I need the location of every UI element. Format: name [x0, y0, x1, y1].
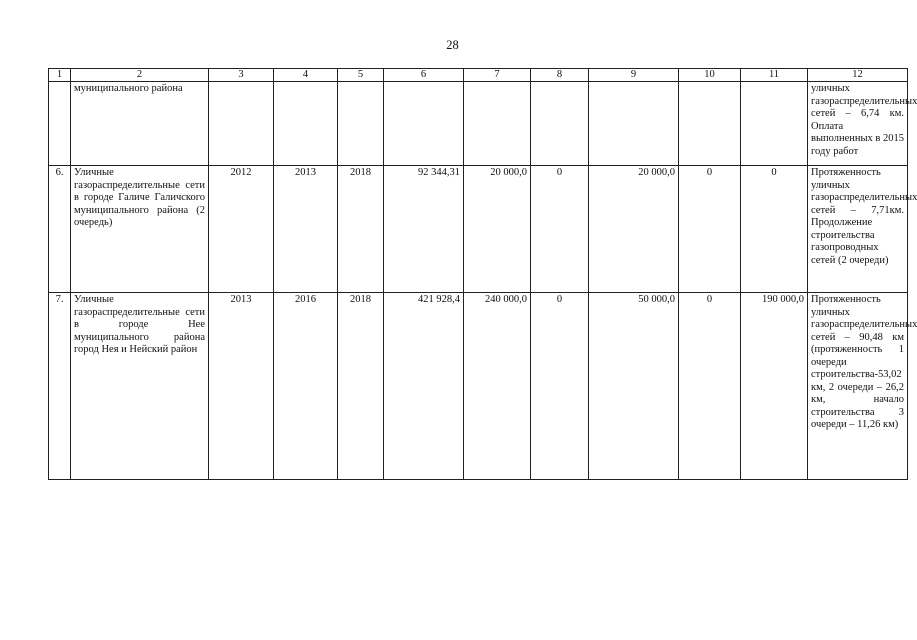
column-header: 8: [531, 69, 589, 82]
cell: [741, 82, 808, 166]
note-cell: уличных газораспределительных сетей – 6,74 км. Оплата выполненных в 2015 году работ: [808, 82, 908, 166]
table-row: [49, 82, 908, 166]
cell: [589, 82, 679, 166]
cell: 0: [741, 166, 808, 293]
header-row: [49, 69, 908, 82]
table-row: [49, 166, 908, 293]
cell: 2012: [209, 166, 274, 293]
object-name: Уличные газораспределительные сети в городе Нее муниципального района город Нея и Нейский район: [71, 293, 209, 480]
table-row: [49, 293, 908, 480]
column-header: 4: [274, 69, 338, 82]
cell: 0: [531, 166, 589, 293]
cell: 92 344,31: [384, 166, 464, 293]
column-header: 11: [741, 69, 808, 82]
cell: [679, 82, 741, 166]
cell: [209, 82, 274, 166]
column-header: 10: [679, 69, 741, 82]
cell: 190 000,0: [741, 293, 808, 480]
column-header: 6: [384, 69, 464, 82]
cell: 20 000,0: [464, 166, 531, 293]
column-header: 3: [209, 69, 274, 82]
column-header: 1: [49, 69, 71, 82]
cell: [531, 82, 589, 166]
cell: [274, 82, 338, 166]
page-number: 28: [446, 38, 459, 52]
cell: 421 928,4: [384, 293, 464, 480]
note-cell: Протяженность уличных газораспределительных сетей – 90,48 км (протяженность 1 очереди строительства-53,02 км, 2 очереди – 26,2 км, начало строительства 3 очереди – 11,26 км): [808, 293, 908, 480]
row-number: 6.: [49, 166, 71, 293]
cell: 20 000,0: [589, 166, 679, 293]
cell: 0: [679, 293, 741, 480]
column-header: 2: [71, 69, 209, 82]
row-number: [49, 82, 71, 166]
cell: 240 000,0: [464, 293, 531, 480]
note-cell: Протяженность уличных газораспределительных сетей – 7,71км. Продолжение строительства газопроводных сетей (2 очереди): [808, 166, 908, 293]
column-header: 5: [338, 69, 384, 82]
data-table: [48, 68, 917, 480]
cell: 2013: [274, 166, 338, 293]
row-number: 7.: [49, 293, 71, 480]
cell: 0: [679, 166, 741, 293]
cell: [384, 82, 464, 166]
cell: [338, 82, 384, 166]
cell: 2016: [274, 293, 338, 480]
cell: [464, 82, 531, 166]
cell: 0: [531, 293, 589, 480]
cell: 2018: [338, 166, 384, 293]
object-name: Уличные газораспределительные сети в городе Галиче Галичского муниципального района (2 очередь): [71, 166, 209, 293]
cell: 2018: [338, 293, 384, 480]
object-name: муниципального района: [71, 82, 209, 166]
cell: 2013: [209, 293, 274, 480]
column-header: 12: [808, 69, 908, 82]
column-header: 7: [464, 69, 531, 82]
column-header: 9: [589, 69, 679, 82]
cell: 50 000,0: [589, 293, 679, 480]
